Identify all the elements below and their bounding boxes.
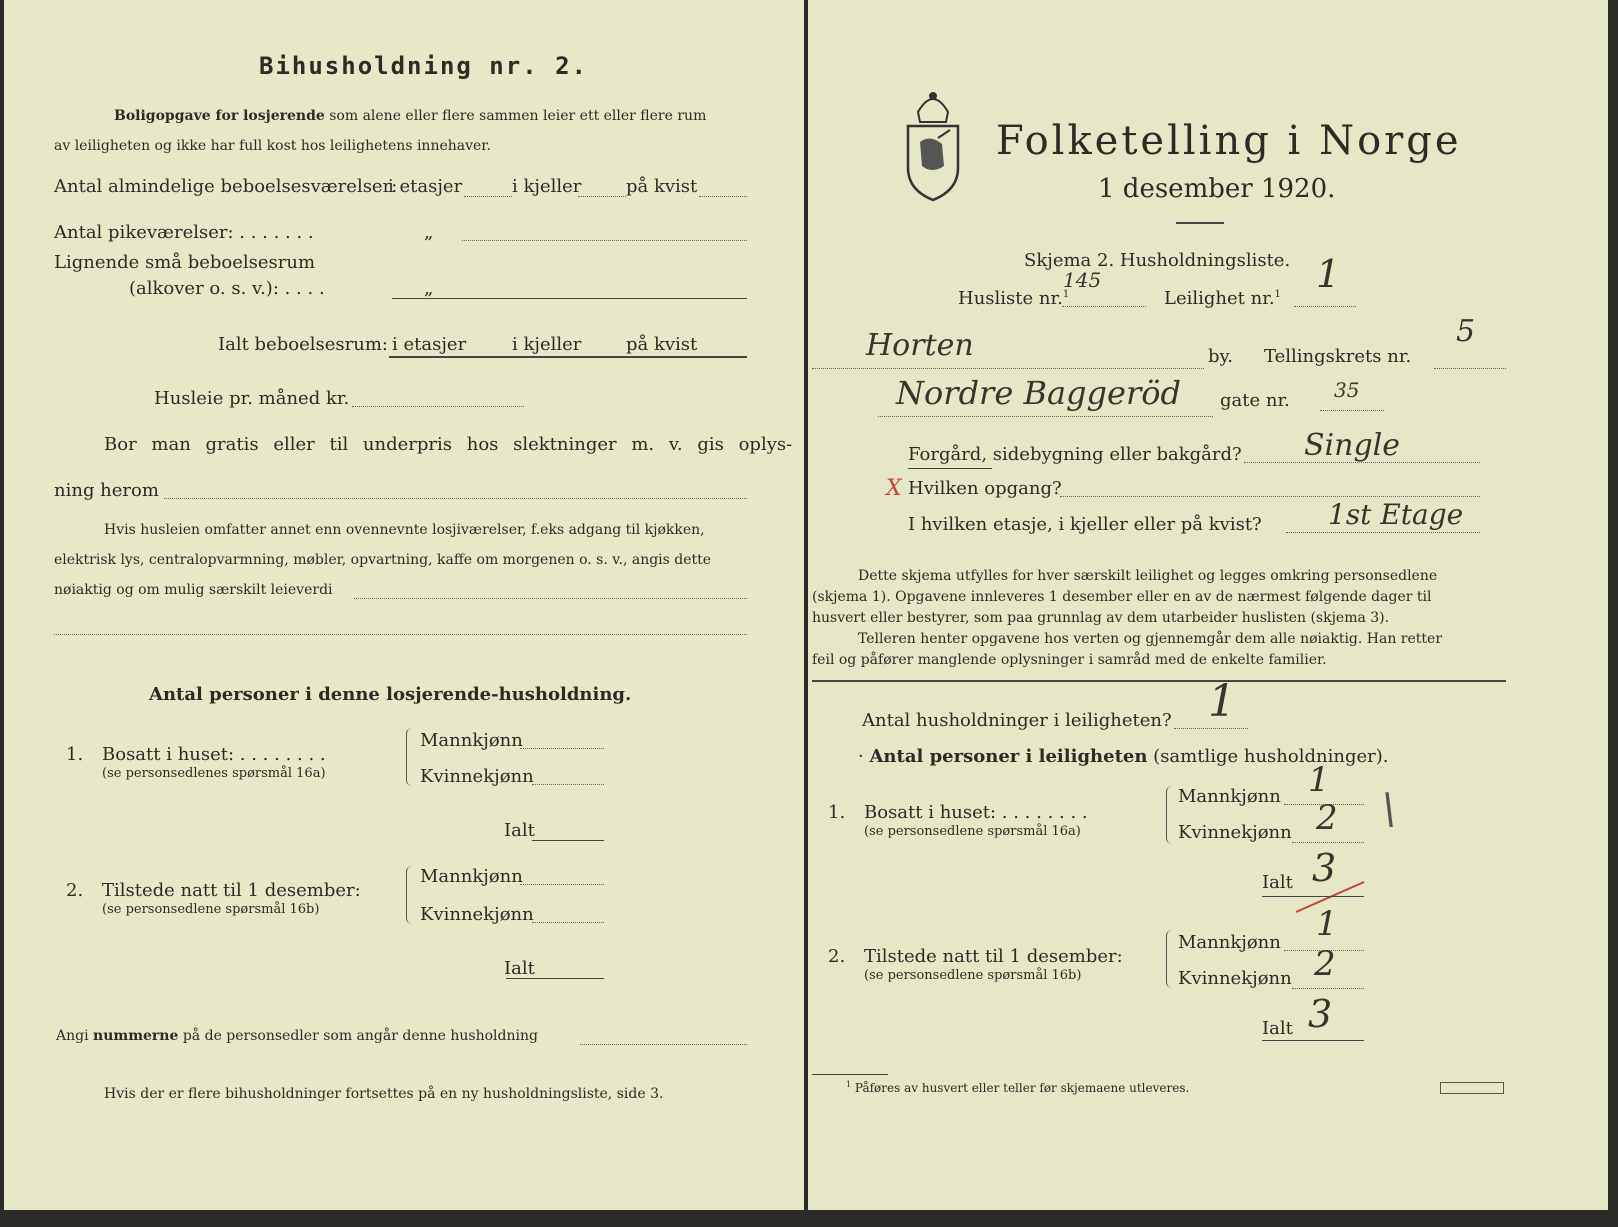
- antal-pers-line: · Antal personer i leiligheten (samtlige husholdninger).: [858, 746, 1389, 767]
- q1-ialt-field[interactable]: [532, 840, 604, 841]
- section-rule: [812, 680, 1506, 682]
- leilighet-field: [1294, 306, 1356, 307]
- r-q2-kvinne-value[interactable]: 2: [1314, 944, 1336, 984]
- antal-personer-heading: Antal personer i denne losjerende-husholdning.: [149, 684, 632, 705]
- lignende-label-1: Lignende små beboelsesrum: [54, 252, 316, 273]
- dette-line-3: husvert eller bestyrer, som paa grunnlag av dem utarbeider huslisten (skjema 3).: [812, 610, 1390, 626]
- forgard-underline: [908, 468, 992, 469]
- bihusholdning-title: Bihusholdning nr. 2.: [259, 52, 588, 80]
- r-q1-brace: [1166, 786, 1175, 844]
- main-title: Folketelling i Norge: [996, 118, 1462, 164]
- q1-label: Bosatt i huset: . . . . . . . .: [102, 744, 326, 765]
- q1-kvinne-label: Kvinnekjønn: [420, 766, 534, 787]
- r-q1-sub: (se personsedlene spørsmål 16a): [864, 824, 1081, 839]
- q1-sub: (se personsedlenes spørsmål 16a): [102, 766, 326, 781]
- coat-of-arms-icon: [900, 82, 966, 204]
- leieverdi-field[interactable]: [354, 598, 747, 599]
- r-q1-ialt-label: Ialt: [1262, 872, 1293, 893]
- r-q1-mann-label: Mannkjønn: [1178, 786, 1281, 807]
- q1-num: 1.: [66, 744, 84, 765]
- q2-brace: [406, 866, 415, 924]
- gate-nr-value[interactable]: 35: [1334, 378, 1360, 402]
- right-page: [808, 0, 1608, 1210]
- forgard-value[interactable]: Single: [1304, 428, 1401, 463]
- intro-line-2: av leiligheten og ikke har full kost hos leilighetens innehaver.: [54, 138, 491, 154]
- r-q1-kvinne-label: Kvinnekjønn: [1178, 822, 1292, 843]
- leilighet-value[interactable]: 1: [1316, 252, 1341, 296]
- q2-mann-field[interactable]: [520, 884, 604, 885]
- gratis-line-1: Bor man gratis eller til underpris hos slektninger m. v. gis oplys-: [104, 434, 793, 455]
- by-field: [812, 368, 1204, 369]
- r-q2-kvinne-field: [1292, 988, 1364, 989]
- ialt-rum-field[interactable]: [389, 356, 747, 358]
- q2-mann-label: Mannkjønn: [420, 866, 523, 887]
- by-value[interactable]: Horten: [866, 328, 974, 363]
- printer-stamp: [1440, 1082, 1504, 1094]
- title-rule: [1176, 222, 1224, 224]
- ialt-kjeller-label: i kjeller: [512, 334, 582, 355]
- opgang-label: Hvilken opgang?: [908, 478, 1062, 499]
- census-date: 1 desember 1920.: [1098, 174, 1336, 204]
- ialt-rum-label: Ialt beboelsesrum:: [218, 334, 388, 355]
- r-q1-mann-value[interactable]: 1: [1308, 760, 1330, 800]
- husleie-field[interactable]: [352, 406, 524, 407]
- antal-hush-label: Antal husholdninger i leiligheten?: [862, 710, 1172, 731]
- r-q2-mann-value[interactable]: 1: [1316, 904, 1338, 944]
- lignende-field[interactable]: [392, 298, 747, 299]
- teller-line-1: Telleren henter opgavene hos verten og gjennemgår dem alle nøiaktig. Han retter: [858, 631, 1443, 647]
- krets-field: [1434, 368, 1506, 369]
- opgang-mark: X: [886, 476, 902, 501]
- footer-note: Hvis der er flere bihusholdninger fortsettes på en ny husholdningsliste, side 3.: [104, 1086, 664, 1102]
- r-q2-mann-label: Mannkjønn: [1178, 932, 1281, 953]
- check-mark-icon: \: [1382, 784, 1397, 833]
- footnote: $^1$ Påføres av husvert eller teller før skjemaene utleveres.: [846, 1080, 1190, 1095]
- etasjer-field[interactable]: [464, 196, 512, 197]
- r-q2-kvinne-label: Kvinnekjønn: [1178, 968, 1292, 989]
- dette-line-1: Dette skjema utfylles for hver særskilt leilighet og legges omkring personsedlene: [858, 568, 1438, 584]
- gratis-field[interactable]: [164, 498, 747, 499]
- q2-kvinne-field[interactable]: [532, 922, 604, 923]
- gate-label: gate nr.: [1220, 390, 1290, 411]
- krets-label: Tellingskrets nr.: [1264, 346, 1412, 367]
- forgard-field: [1244, 462, 1480, 463]
- r-q2-label: Tilstede natt til 1 desember:: [864, 946, 1123, 967]
- r-q2-ialt-label: Ialt: [1262, 1018, 1293, 1039]
- teller-line-2: feil og påfører manglende oplysninger i samråd med de enkelte familier.: [812, 652, 1327, 668]
- pike-field[interactable]: [462, 240, 747, 241]
- ditto-mark: „: [424, 222, 434, 243]
- r-q1-label: Bosatt i huset: . . . . . . . .: [864, 802, 1088, 823]
- gate-value[interactable]: Nordre Baggeröd: [896, 374, 1181, 412]
- paa-kvist-label: på kvist: [626, 176, 698, 197]
- r-q2-sub: (se personsedlene spørsmål 16b): [864, 968, 1082, 983]
- husliste-field: [1062, 306, 1146, 307]
- r-q1-kvinne-value[interactable]: 2: [1316, 798, 1338, 838]
- i-etasjer-label: i etasjer: [388, 176, 463, 197]
- pike-label: Antal pikeværelser: . . . . . . .: [54, 222, 314, 243]
- husleie-label: Husleie pr. måned kr.: [154, 388, 350, 409]
- hvis-line-2: elektrisk lys, centralopvarmning, møbler, opvartning, kaffe om morgenen o. s. v., angis dette: [54, 552, 712, 568]
- q2-kvinne-label: Kvinnekjønn: [420, 904, 534, 925]
- r-q1-ialt-field: [1262, 896, 1364, 897]
- q2-label: Tilstede natt til 1 desember:: [102, 880, 361, 901]
- ditto-mark-2: „: [424, 278, 434, 299]
- hvis-line-3: nøiaktig og om mulig særskilt leieverdi: [54, 582, 333, 598]
- q1-kvinne-field[interactable]: [532, 784, 604, 785]
- by-label: by.: [1208, 346, 1234, 367]
- etasje-label: I hvilken etasje, i kjeller eller på kvist?: [908, 514, 1262, 535]
- etasje-field: [1286, 532, 1480, 533]
- q1-mann-label: Mannkjønn: [420, 730, 523, 751]
- extra-field[interactable]: [54, 634, 747, 635]
- gate-field: [878, 416, 1213, 417]
- q2-ialt-field[interactable]: [506, 978, 604, 979]
- r-q2-brace: [1166, 930, 1175, 988]
- r-q2-ialt-value[interactable]: 3: [1308, 992, 1333, 1036]
- gratis-line-2: ning herom: [54, 480, 159, 501]
- q2-ialt-label: Ialt: [504, 958, 535, 979]
- etasje-value[interactable]: 1st Etage: [1328, 498, 1464, 531]
- skjema-label: Skjema 2. Husholdningsliste.: [1024, 250, 1291, 271]
- r-q1-ialt-value[interactable]: 3: [1312, 846, 1337, 890]
- ialt-kvist-label: på kvist: [626, 334, 698, 355]
- antal-hush-field: [1174, 728, 1248, 729]
- leilighet-label: Leilighet nr.$^1$: [1164, 288, 1281, 309]
- q2-sub: (se personsedlene spørsmål 16b): [102, 902, 320, 917]
- intro-line-1: Boligopgave for losjerende som alene eller flere sammen leier ett eller flere rum: [114, 108, 707, 124]
- angi-field[interactable]: [580, 1044, 747, 1045]
- i-kjeller-label: i kjeller: [512, 176, 582, 197]
- antal-hush-value[interactable]: 1: [1208, 676, 1236, 727]
- r-q2-num: 2.: [828, 946, 846, 967]
- q1-ialt-label: Ialt: [504, 820, 535, 841]
- q1-mann-field[interactable]: [520, 748, 604, 749]
- lignende-label-2: (alkover o. s. v.): . . . .: [129, 278, 325, 299]
- forgard-label: Forgård, sidebygning eller bakgård?: [908, 444, 1242, 465]
- kjeller-field[interactable]: [578, 196, 626, 197]
- almindelige-label: Antal almindelige beboelsesværelser:: [54, 176, 398, 197]
- krets-value[interactable]: 5: [1456, 314, 1476, 349]
- hvis-line-1: Hvis husleien omfatter annet enn ovennevnte losjiværelser, f.eks adgang til kjøkken,: [104, 522, 705, 538]
- r-q1-num: 1.: [828, 802, 846, 823]
- husliste-value[interactable]: 145: [1063, 268, 1102, 292]
- dette-line-2: (skjema 1). Opgavene innleveres 1 desember eller en av de nærmest følgende dager til: [812, 589, 1432, 605]
- angi-line: Angi nummerne på de personsedler som angår denne husholdning: [56, 1028, 538, 1044]
- r-q1-kvinne-field: [1292, 842, 1364, 843]
- left-page: [4, 0, 804, 1210]
- r-q2-ialt-field: [1262, 1040, 1364, 1041]
- q1-brace: [406, 728, 415, 786]
- ialt-etasjer-label: i etasjer: [392, 334, 467, 355]
- footnote-rule: [812, 1074, 888, 1075]
- q2-num: 2.: [66, 880, 84, 901]
- kvist-field[interactable]: [699, 196, 747, 197]
- husliste-label: Husliste nr.$^1$: [958, 288, 1070, 309]
- opgang-field[interactable]: [1060, 496, 1480, 497]
- gate-nr-field: [1320, 410, 1384, 411]
